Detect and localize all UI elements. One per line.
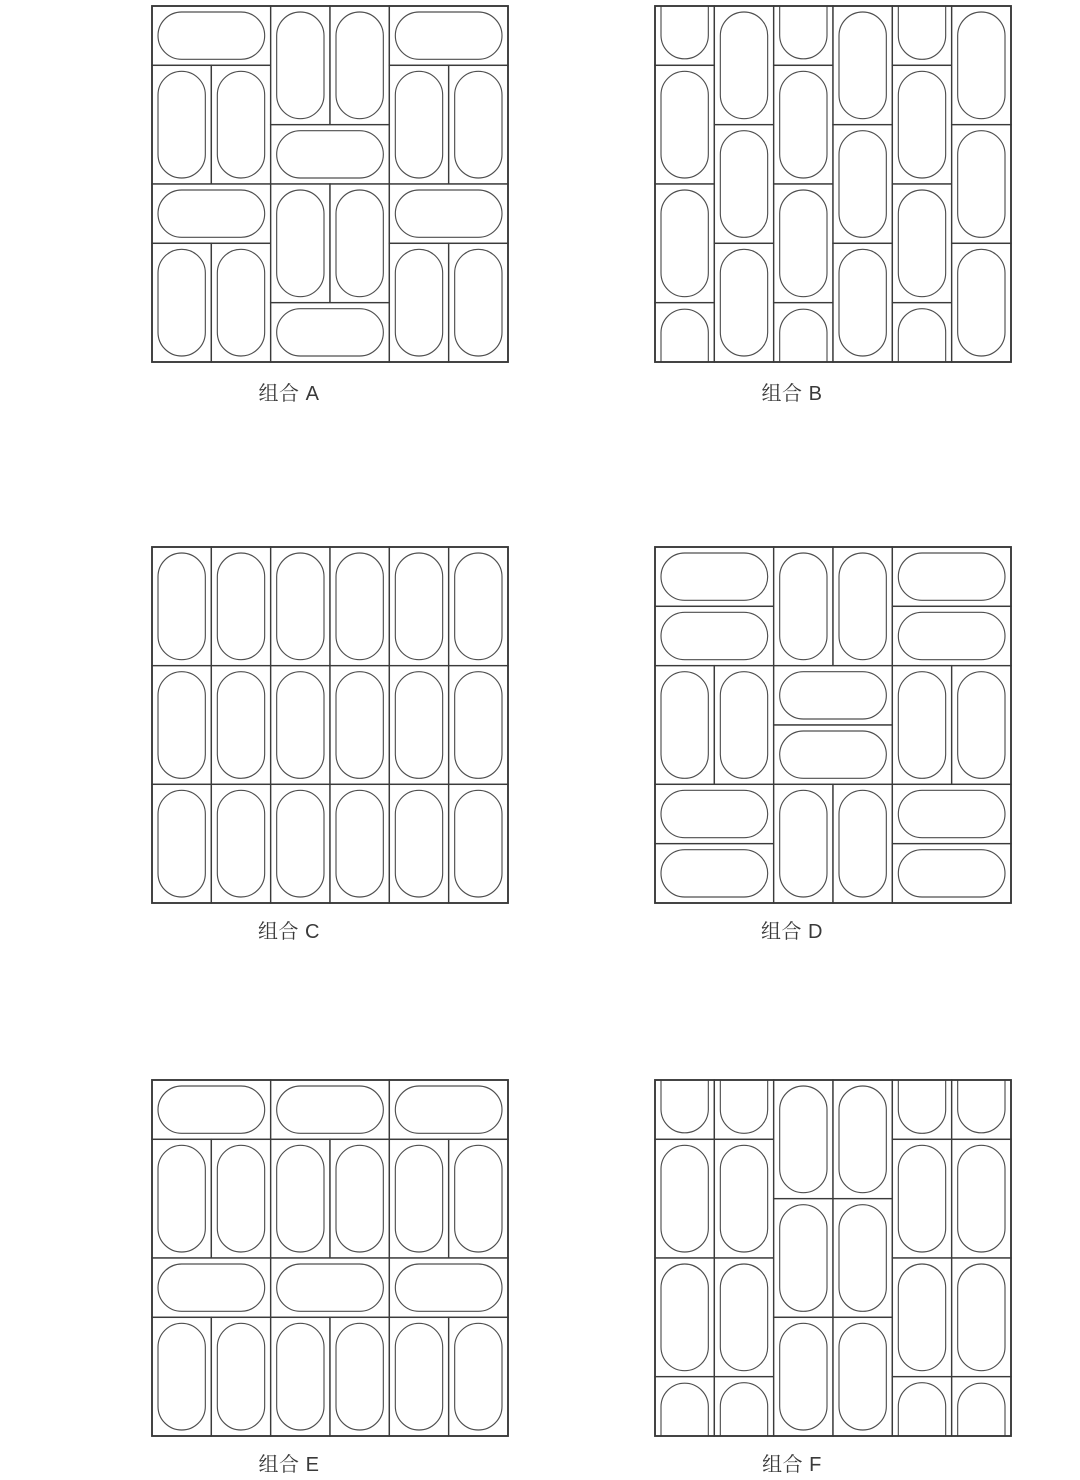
tile-cell [774, 303, 833, 362]
tile-cell [952, 1080, 1011, 1139]
tile-cell [892, 1080, 951, 1139]
tile-cell [892, 6, 951, 65]
tile-pattern-svg [151, 1079, 509, 1437]
tile-cell [655, 6, 714, 65]
tile-pattern-svg [151, 546, 509, 904]
tile-pattern-combination-d [654, 546, 1010, 902]
tile-pattern-combination-a [151, 5, 507, 361]
tile-pattern-svg [654, 5, 1012, 363]
tile-pattern-combination-f [654, 1079, 1010, 1435]
tile-cell [892, 1377, 951, 1436]
panel-caption-a: 组合 A [258, 383, 320, 405]
tile-cell [892, 303, 951, 362]
tile-cell [774, 6, 833, 65]
tile-pattern-combination-b [654, 5, 1010, 361]
panel-caption-b: 组合 B [761, 383, 823, 405]
tile-pattern-combination-c [151, 546, 507, 902]
tile-pattern-svg [151, 5, 509, 363]
tile-cell [655, 1080, 714, 1139]
tile-pattern-combination-e [151, 1079, 507, 1435]
tile-cell [714, 1080, 773, 1139]
tile-cell [655, 1377, 714, 1436]
tile-cell [952, 1377, 1011, 1436]
panel-caption-e: 组合 E [258, 1454, 320, 1476]
tile-cell [655, 303, 714, 362]
tile-pattern-svg [654, 546, 1012, 904]
panel-caption-d: 组合 D [761, 921, 823, 943]
panel-caption-c: 组合 C [258, 921, 320, 943]
tile-pattern-svg [654, 1079, 1012, 1437]
tile-cell [714, 1377, 773, 1436]
panel-caption-f: 组合 F [762, 1454, 822, 1476]
